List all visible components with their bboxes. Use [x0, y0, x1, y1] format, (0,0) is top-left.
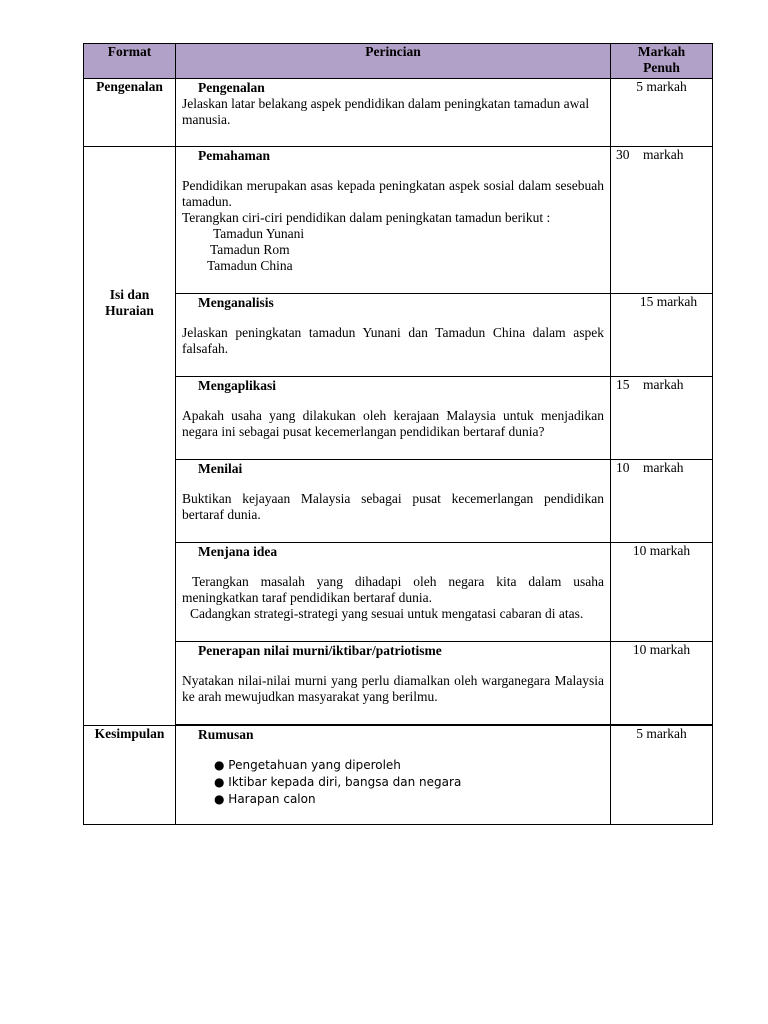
text-menjana-2: Cadangkan strategi-strategi yang sesuai untuk mengatasi cabaran di atas.	[190, 606, 584, 621]
text-pemahaman-1: Pendidikan merupakan asas kepada peningkatan aspek sosial dalam sesebuah tamadun.	[182, 178, 604, 209]
bullet-icon: ●	[214, 775, 229, 789]
row-kesimpulan	[84, 726, 713, 825]
marks-menganalisis-label: 15 markah	[639, 294, 698, 309]
text-penerapan: Nyatakan nilai-nilai murni yang perlu diamalkan oleh warganegara Malaysia ke arah mewujudkan masyarakat yang berilmu.	[182, 673, 604, 704]
marks-pemahaman-label: 30 markah	[616, 147, 684, 162]
row-menjana-idea	[84, 543, 713, 642]
bullet-text-iktibar: Iktibar kepada diri, bangsa dan negara	[228, 775, 462, 789]
header-row	[84, 44, 713, 79]
section-title-pemahaman: Pemahaman	[198, 148, 270, 163]
header-format: Format	[84, 44, 176, 79]
detail-menilai	[176, 460, 611, 543]
row-penerapan	[84, 642, 713, 725]
marks-mengaplikasi	[611, 377, 713, 460]
detail-kesimpulan	[176, 726, 611, 825]
text-menilai: Buktikan kejayaan Malaysia sebagai pusat kecemerlangan pendidikan bertaraf dunia.	[182, 491, 604, 522]
detail-mengaplikasi	[176, 377, 611, 460]
text-menganalisis: Jelaskan peningkatan tamadun Yunani dan Tamadun China dalam aspek falsafah.	[182, 325, 604, 356]
format-pengenalan: Pengenalan	[84, 79, 176, 147]
list-item-tamadun-china: Tamadun China	[207, 258, 293, 273]
list-item	[176, 757, 610, 774]
rubric-table	[83, 43, 713, 825]
marks-menilai-label: 10 markah	[616, 460, 684, 475]
list-item	[176, 791, 610, 808]
marks-menjana-idea: 10 markah	[611, 543, 713, 642]
format-isi-huraian	[84, 147, 176, 726]
detail-menganalisis	[176, 294, 611, 377]
section-title-mengaplikasi: Mengaplikasi	[198, 378, 277, 393]
detail-menjana-idea	[176, 543, 611, 642]
list-item-tamadun-rom: Tamadun Rom	[210, 242, 290, 257]
marks-pemahaman	[611, 147, 713, 294]
section-title-menganalisis: Menganalisis	[198, 295, 274, 310]
row-mengaplikasi	[84, 377, 713, 460]
section-title-menilai: Menilai	[198, 461, 243, 476]
marks-pengenalan: 5 markah	[611, 79, 713, 147]
marks-mengaplikasi-label: 15 markah	[616, 377, 684, 392]
text-pengenalan: Jelaskan latar belakang aspek pendidikan dalam peningkatan tamadun awal manusia.	[182, 96, 590, 127]
text-mengaplikasi: Apakah usaha yang dilakukan oleh kerajaan Malaysia untuk menjadikan negara ini sebagai pusat kecemerlangan pendidikan bertaraf dunia?	[182, 408, 604, 439]
marks-penerapan: 10 markah	[611, 642, 713, 725]
text-menjana-1: Terangkan masalah yang dihadapi oleh negara kita dalam usaha meningkatkan taraf pendidikan bertaraf dunia.	[182, 574, 604, 605]
bullet-icon: ●	[214, 792, 229, 806]
list-item	[176, 774, 610, 791]
row-menganalisis	[84, 294, 713, 377]
section-title-rumusan: Rumusan	[198, 727, 254, 742]
detail-pemahaman	[176, 147, 611, 294]
row-menilai	[84, 460, 713, 543]
format-kesimpulan: Kesimpulan	[84, 726, 176, 825]
header-perincian: Perincian	[176, 44, 611, 79]
list-item-tamadun-yunani: Tamadun Yunani	[213, 226, 305, 241]
row-pengenalan	[84, 79, 713, 147]
marks-menganalisis	[611, 294, 713, 377]
detail-pengenalan	[176, 79, 611, 147]
row-pemahaman	[84, 147, 713, 294]
marks-menilai	[611, 460, 713, 543]
detail-penerapan	[176, 642, 611, 725]
bullet-text-harapan: Harapan calon	[228, 792, 316, 806]
header-markah: Markah Penuh	[611, 44, 713, 79]
text-pemahaman-2: Terangkan ciri-ciri pendidikan dalam peningkatan tamadun berikut :	[182, 210, 551, 225]
format-isi-huraian-label: Isi dan Huraian	[105, 287, 154, 318]
section-title-menjana-idea: Menjana idea	[198, 544, 278, 559]
bullet-icon: ●	[214, 758, 229, 772]
section-title-penerapan: Penerapan nilai murni/iktibar/patriotisme	[198, 643, 442, 658]
marks-kesimpulan: 5 markah	[611, 726, 713, 825]
bullet-text-pengetahuan: Pengetahuan yang diperoleh	[228, 758, 401, 772]
section-title-pengenalan: Pengenalan	[198, 80, 265, 95]
